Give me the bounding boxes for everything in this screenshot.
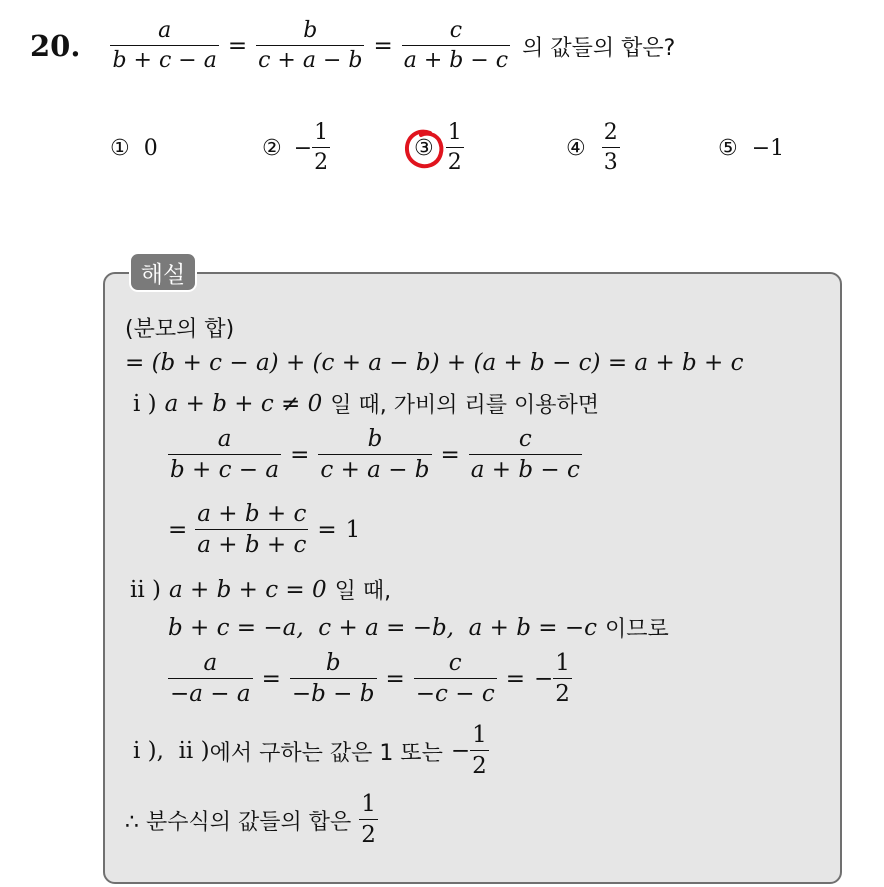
choice-4-fraction: $\frac{2}{3}$ [603, 120, 618, 175]
case-1-sum-fraction: $\frac{a + b + c}{a + b + c}$ [197, 501, 307, 558]
case-1-fraction-1: $\frac{a}{b + c - a}$ [170, 426, 280, 483]
choice-5[interactable] [718, 136, 784, 161]
choice-2-fraction: $\frac{1}{2}$ [314, 120, 329, 175]
answer-circle-mark [400, 125, 448, 173]
case-1-text: 일 때, 가비의 리를 이용하면 [330, 393, 600, 418]
choice-1-mark: ① [110, 136, 130, 161]
question-suffix: 의 값들의 합은? [522, 35, 676, 61]
case-1-fraction-3: $\frac{c}{a + b - c}$ [470, 426, 580, 483]
case-2-text: 일 때, [334, 579, 392, 604]
question-fraction-2: $\frac{b}{c + a - b}$ [258, 18, 363, 73]
case-1-condition: a + b + c ≠ 0 [164, 390, 323, 417]
case-2-condition: a + b + c = 0 [169, 576, 327, 603]
choice-4-mark: ④ [566, 135, 586, 161]
choice-2-mark: ② [262, 135, 282, 161]
case-1-ratio-line: $\frac{a}{b + c - a}$ = $\frac{b}{c + a - b}$ = $\frac{c}{a + b - c}$ [170, 426, 580, 483]
case-2-result-sign: − [534, 666, 554, 692]
choice-1[interactable] [110, 136, 158, 161]
choice-1-value: 0 [143, 136, 158, 161]
case-2-fraction-1: $\frac{a}{-a - a}$ [170, 650, 251, 707]
solution-line-1: (분모의 합) [125, 317, 235, 342]
solution-line-2: = (b + c − a) + (c + a − b) + (a + b − c) = a + b + c [125, 350, 744, 376]
case-2-equation-text: 이므로 [605, 617, 669, 642]
choice-2-sign: − [293, 135, 313, 161]
case-2-equation-line [168, 612, 669, 643]
choice-4[interactable] [566, 122, 620, 174]
conclusion-fraction: $\frac{1}{2}$ [361, 791, 376, 848]
choice-3-fraction: $\frac{1}{2}$ [447, 120, 462, 175]
choice-2[interactable] [262, 122, 330, 174]
conclusion-text: ∴ 분수식의 값들의 합은 [125, 809, 352, 835]
question-fraction-3: $\frac{c}{a + b - c}$ [403, 18, 509, 73]
choice-5-value: −1 [751, 136, 785, 161]
case-2-line [130, 574, 391, 605]
case-1-fraction-2: $\frac{b}{c + a - b}$ [320, 426, 430, 483]
case-1-label: i ) [133, 390, 157, 417]
case-2-fraction-2: $\frac{b}{-b - b}$ [291, 650, 375, 707]
summary-labels: i ), ii ) [133, 738, 210, 764]
choice-3-mark: ③ [414, 135, 434, 161]
case-2-equation: b + c = −a, c + a = −b, a + b = −c [168, 614, 597, 641]
conclusion-line [125, 793, 378, 847]
case-2-label: ii ) [130, 576, 161, 603]
solution-tag: 해설 [129, 252, 197, 292]
summary-text: 에서 구하는 값은 1 또는 [209, 740, 443, 766]
choice-5-mark: ⑤ [718, 136, 738, 161]
summary-line [133, 724, 489, 778]
summary-sign: − [450, 738, 471, 764]
summary-fraction: $\frac{1}{2}$ [472, 722, 487, 779]
case-1-result: 1 [345, 517, 361, 543]
case-2-result-fraction: $\frac{1}{2}$ [555, 650, 570, 707]
question-number: 20. [30, 29, 81, 63]
question-line: 20. $\frac{a}{b + c - a}$ = $\frac{b}{c + a - b}$ = $\frac{c}{a + b - c}$ 의 값들의 합은? [30, 18, 676, 73]
case-1-result-line: = $\frac{a + b + c}{a + b + c}$ = 1 [168, 501, 361, 558]
case-1-line [133, 388, 599, 419]
question-fraction-1: $\frac{a}{b + c - a}$ [112, 18, 217, 73]
case-2-ratio-line: $\frac{a}{-a - a}$ = $\frac{b}{-b - b}$ = $\frac{c}{-c - c}$ = − $\frac{1}{2}$ [170, 650, 570, 707]
case-2-fraction-3: $\frac{c}{-c - c}$ [415, 650, 495, 707]
